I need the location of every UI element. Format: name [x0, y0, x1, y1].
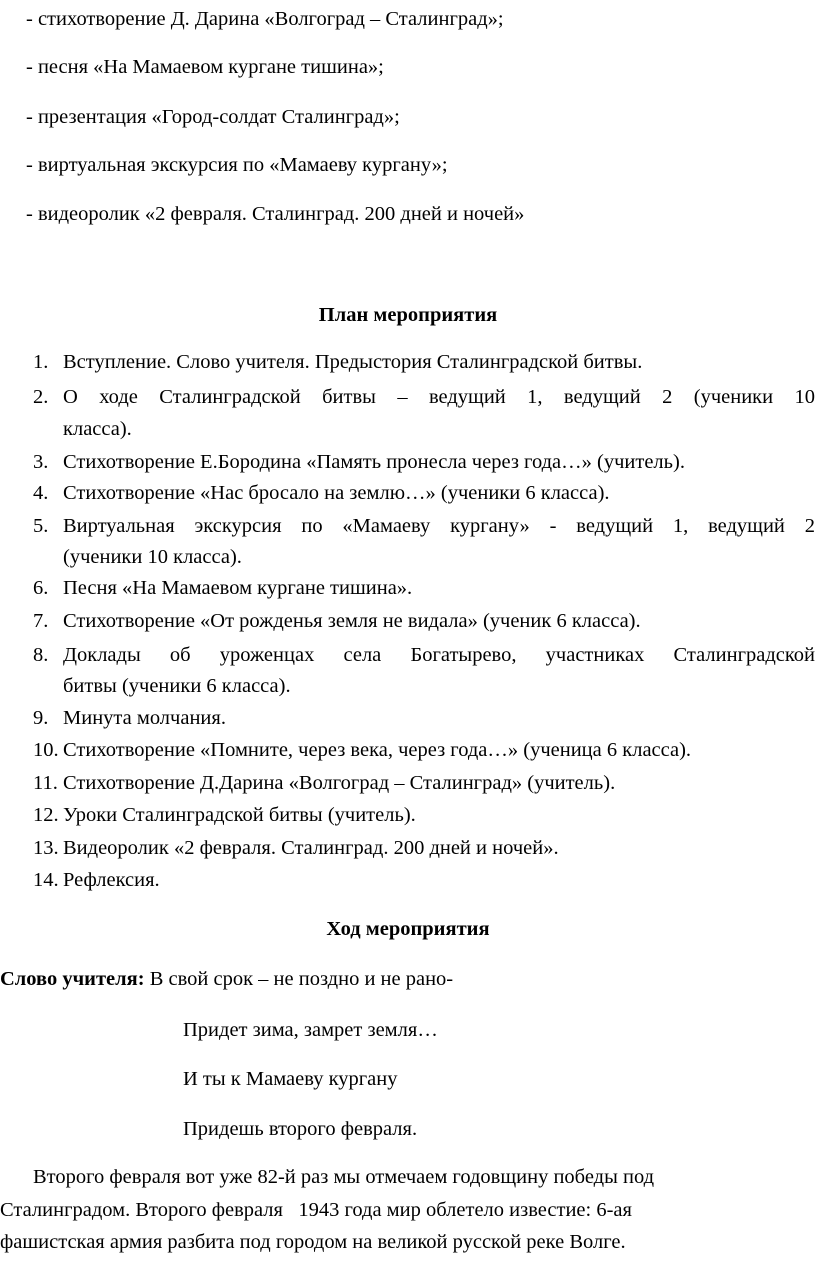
plan-title: План мероприятия: [318, 304, 498, 326]
plan-item-text: Стихотворение Д.Дарина «Волгоград – Сталинград» (учитель).: [63, 772, 616, 794]
teacher-label: Слово учителя:: [0, 968, 145, 990]
plan-item-number: 6.: [33, 577, 49, 599]
plan-item-number: 2.: [33, 386, 49, 408]
paragraph-line: Второго февраля вот уже 82-й раз мы отмечаем годовщину победы под: [33, 1166, 655, 1188]
plan-item-text: Доклады об уроженцах села Богатырево, участниках Сталинградской: [63, 644, 815, 666]
teacher-line: [0, 967, 453, 992]
plan-item-text: О ходе Сталинградской битвы – ведущий 1, ведущий 2 (ученики 10: [63, 386, 815, 408]
plan-item-text: Видеоролик «2 февраля. Сталинград. 200 дней и ночей».: [63, 837, 559, 859]
plan-item-text: Стихотворение Е.Бородина «Память пронесла через года…» (учитель).: [63, 451, 685, 473]
intro-list-item: - презентация «Город-солдат Сталинград»;: [26, 106, 400, 128]
plan-item-number: 12.: [33, 804, 59, 826]
plan-item-number: 13.: [33, 837, 59, 859]
plan-item-text: Уроки Сталинградской битвы (учитель).: [63, 804, 416, 826]
plan-item-text: Песня «На Мамаевом кургане тишина».: [63, 577, 413, 599]
plan-item-text-cont: (ученики 10 класса).: [63, 546, 242, 568]
plan-item-number: 9.: [33, 707, 49, 729]
intro-list-item: - песня «На Мамаевом кургане тишина»;: [26, 56, 384, 78]
plan-item-text-cont: класса).: [63, 418, 132, 440]
plan-item-text: Стихотворение «Нас бросало на землю…» (ученики 6 класса).: [63, 482, 610, 504]
paragraph-line: Сталинградом. Второго февраля 1943 года мир облетело известие: 6-ая: [0, 1199, 632, 1221]
intro-list-item: - видеоролик «2 февраля. Сталинград. 200 дней и ночей»: [26, 203, 525, 225]
intro-list-item: - виртуальная экскурсия по «Мамаеву кургану»;: [26, 154, 448, 176]
plan-item-text: Виртуальная экскурсия по «Мамаеву кургану» - ведущий 1, ведущий 2: [63, 515, 815, 537]
plan-item-number: 3.: [33, 451, 49, 473]
poem-line: Придешь второго февраля.: [183, 1118, 418, 1140]
poem-line: В свой срок – не поздно и не рано-: [149, 968, 454, 990]
plan-item-number: 8.: [33, 644, 49, 666]
paragraph-line: фашистская армия разбита под городом на великой русской реке Волге.: [0, 1231, 626, 1253]
course-title: Ход мероприятия: [326, 918, 490, 940]
intro-list-item: - стихотворение Д. Дарина «Волгоград – Сталинград»;: [26, 8, 504, 30]
plan-item-number: 7.: [33, 610, 49, 632]
plan-item-number: 10.: [33, 739, 59, 761]
plan-item-text: Рефлексия.: [63, 869, 160, 891]
poem-line: И ты к Мамаеву кургану: [183, 1068, 398, 1090]
plan-item-text: Вступление. Слово учителя. Предыстория Сталинградской битвы.: [63, 351, 643, 373]
plan-item-text: Стихотворение «От рожденья земля не видала» (ученик 6 класса).: [63, 610, 641, 632]
plan-item-text: Стихотворение «Помните, через века, через года…» (ученица 6 класса).: [63, 739, 692, 761]
plan-item-text: Минута молчания.: [63, 707, 226, 729]
poem-line: Придет зима, замрет земля…: [183, 1019, 438, 1041]
plan-item-number: 1.: [33, 351, 49, 373]
plan-item-number: 14.: [33, 869, 59, 891]
plan-item-number: 4.: [33, 482, 49, 504]
plan-item-number: 5.: [33, 515, 49, 537]
plan-item-number: 11.: [33, 772, 58, 794]
plan-item-text-cont: битвы (ученики 6 класса).: [63, 675, 291, 697]
